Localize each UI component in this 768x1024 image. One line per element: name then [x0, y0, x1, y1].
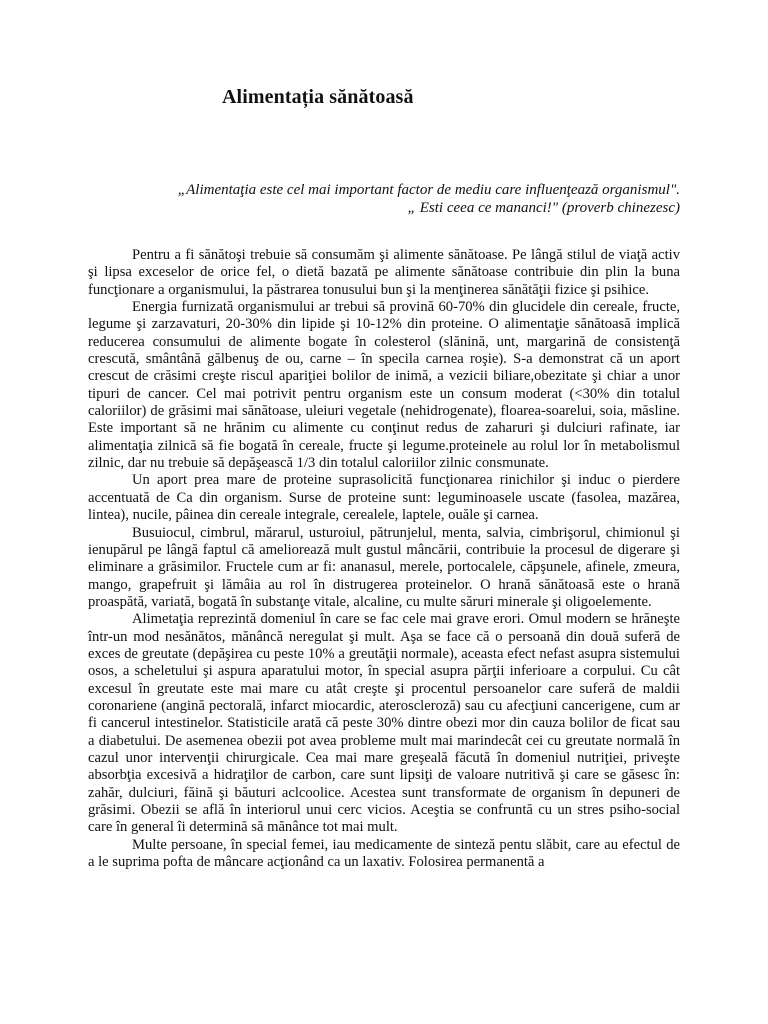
epigraph-line: „Alimentaţia este cel mai important factor de mediu care influenţează organismul". [177, 182, 680, 198]
document-body [88, 247, 680, 871]
paragraph: Busuiocul, cimbrul, mărarul, usturoiul, pătrunjelul, menta, salvia, cimbrişorul, chimionul şi ienupărul pe lângă faptul că ameliorează mult gustul mâncării, contribuie la procesul de digerare şi eliminare a grăsimilor. Fructele cum ar fi: ananasul, merele, portocalele, căpşunele, afinele, zmeura, mango, grapefruit şi lămâia au rol în distrugerea proteinelor. O hrană sănătoasă este o hrană proaspătă, variată, bogată în substanţe vitale, alcaline, cu multe săruri minerale şi oligoelemente. [88, 524, 680, 610]
epigraph-line: „ Esti ceea ce mananci!" (proverb chinezesc) [407, 200, 680, 216]
paragraph: Pentru a fi sănătoşi trebuie să consumăm şi alimente sănătoase. Pe lângă stilul de viaţă activ şi lipsa exceselor de orice fel, o dietă bazată pe alimente sănătoase contribuie din plin la buna funcţionare a organismului, la păstrarea tonusului bun şi la menţinerea sănătăţii fizice şi psihice. [88, 247, 680, 298]
paragraph: Alimetaţia reprezintă domeniul în care se fac cele mai grave erori. Omul modern se hrăneşte într-un mod nesănătos, mănâncă neregulat şi mult. Aşa se face că o persoană din două suferă de exces de greutate (depăşirea cu peste 10% a greutăţii normale), aceasta efect nefast asupra sistemului osos, a scheletului şi aspura aparatului motor, în special asupra părţii inferioare a corpului. Cu cât excesul în greutate este mai mare cu atât creşte şi procentul persoanelor care suferă de maldii coronariene (angină pectorală, infarct miocardic, ateroscleroză) sau cu afecţiuni cancerigene, cum ar fi cancerul intestinelor. Statisticile arată că peste 30% dintre obezi mor din cauza bolilor de ficat sau a diabetului. De asemenea obezii pot avea probleme mult mai marindecât cei cu greutate normală în cazul unor intervenţii chirurgicale. Cea mai mare greşeală făcută în domeniul nutriţiei, priveşte absorbţia excesivă a hidraţilor de carbon, care sunt lipsiţi de valoare nutritivă şi care se găsesc în: zahăr, dulciuri, făină şi băuturi aclcoolice. Acestea sunt transformate de organism în depuneri de grăsimi. Obezii se află în interiorul unui cerc vicios. Aceştia se confruntă cu un stres psiho-social care în general îi determină să mănânce tot mai mult. [88, 611, 680, 836]
paragraph: Multe persoane, în special femei, iau medicamente de sinteză pentu slăbit, care au efectul de a le suprima pofta de mâncare acţionând ca un laxativ. Folosirea permanentă a [88, 836, 680, 871]
epigraph [120, 181, 680, 217]
paragraph: Un aport prea mare de proteine suprasolicită funcţionarea rinichilor şi induc o pierdere accentuată de Ca din organism. Surse de proteine sunt: leguminoasele uscate (fasolea, mazărea, lintea), nucile, pâinea din cereale integrale, cerealele, laptele, ouăle şi carnea. [88, 472, 680, 524]
document-title: Alimentația sănătoasă [222, 86, 414, 108]
paragraph: Energia furnizată organismului ar trebui să provină 60-70% din glucidele din cereale, fructe, legume şi zarzavaturi, 20-30% din lipide şi 10-12% din proteine. O alimentaţie sănătoasă implică reducerea consumului de alimente bogate în colesterol (slănină, unt, margarină de consistenţă crescută, smântână gălbenuş de ou, carne – în specila carnea roşie). S-a demonstrat că un aport crescut de crăsimi creşte riscul apariţiei bolilor de inimă, a vezicii biliare,obezitate şi chiar a unor tipuri de cancer. Cel mai potrivit pentru organism este un consum moderat (<30% din totalul caloriilor) de grăsimi mai sănătoase, uleiuri vegetale (nehidrogenate), floarea-soarelui, soia, măsline. Este important să ne hrănim cu alimente cu conţinut redus de zaharuri şi dulciuri rafinate, iar alimentaţia zilnică să fie bogată în cereale, fructe şi legume.proteinele au rolul lor în metabolismul zilnic, dar nu trebuie să depăşească 1/3 din totalul caloriilor zilnic consmunate. [88, 299, 680, 472]
